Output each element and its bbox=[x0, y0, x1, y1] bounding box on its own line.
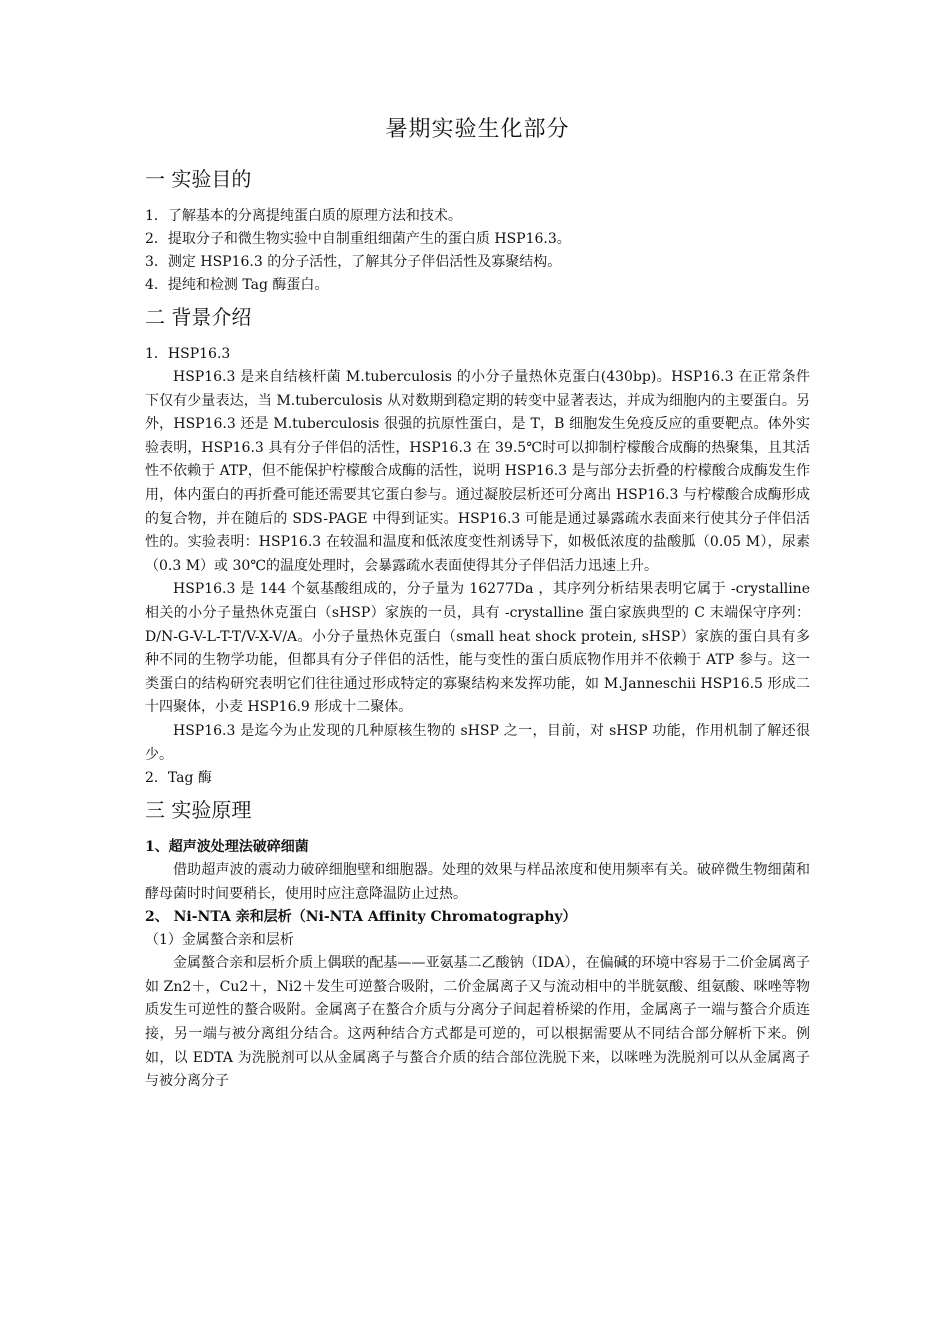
document-page bbox=[145, 112, 810, 1094]
paragraph: HSP16.3 是 144 个氨基酸组成的，分子量为 16277Da ，其序列分析结果表明它属于 -crystalline 相关的小分子量热休克蛋白（sHSP）家族的一员，具有 -crystalline 蛋白家族典型的 C 末端保守序列：D/N-G-V-L-T-T/V-X-V/A。小分子量热休克蛋白（small heat shock protein, sHSP）家族的蛋白具有多种不同的生物学功能，但都具有分子伴侣的活性，能与变性的蛋白质底物作用并不依赖于 ATP 参与。这一类蛋白的结构研究表明它们往往通过形成特定的寡聚结构来发挥功能，如 M.Janneschii HSP16.5 形成二十四聚体，小麦 HSP16.9 形成十二聚体。 bbox=[145, 581, 810, 716]
section-heading-purpose: 一 实验目的 bbox=[145, 167, 252, 191]
purpose-item: 1．了解基本的分离提纯蛋白质的原理方法和技术。 bbox=[145, 208, 462, 224]
purpose-item: 2．提取分子和微生物实验中自制重组细菌产生的蛋白质 HSP16.3。 bbox=[145, 231, 571, 247]
subsection-ultrasonic: 1、超声波处理法破碎细菌 bbox=[145, 839, 309, 856]
document-title: 暑期实验生化部分 bbox=[385, 117, 570, 142]
subsection-hsp163: 1．HSP16.3 bbox=[145, 346, 231, 362]
subsection-ni-nta: 2、 Ni-NTA 亲和层析（Ni-NTA Affinity Chromatography） bbox=[145, 909, 577, 926]
paragraph: 借助超声波的震动力破碎细胞壁和细胞器。处理的效果与样品浓度和使用频率有关。破碎微生物细菌和酵母菌时时间要稍长，使用时应注意降温防止过热。 bbox=[145, 862, 810, 902]
paragraph: HSP16.3 是迄今为止发现的几种原核生物的 sHSP 之一，目前，对 sHSP 功能，作用机制了解还很少。 bbox=[145, 722, 810, 763]
purpose-item: 3．测定 HSP16.3 的分子活性，了解其分子伴侣活性及寡聚结构。 bbox=[145, 254, 562, 270]
paragraph: HSP16.3 是来自结核杆菌 M.tuberculosis 的小分子量热休克蛋白(430bp)。HSP16.3 在正常条件下仅有少量表达，当 M.tuberculosis 从对数期到稳定期的转变中显著表达，并成为细胞内的主要蛋白。另外，HSP16.3 还是 M.tuberculosis 很强的抗原性蛋白，是 T，B 细胞发生免疫反应的重要靶点。体外实验表明，HSP16.3 具有分子伴侣的活性，HSP16.3 在 39.5℃时可以抑制柠檬酸合成酶的热聚集，且其活性不依赖于 ATP，但不能保护柠檬酸合成酶的活性，说明 HSP16.3 是与部分去折叠的柠檬酸合成酶发生作用，体内蛋白的再折叠可能还需要其它蛋白参与。通过凝胶层析还可分离出 HSP16.3 与柠檬酸合成酶形成的复合物，并在随后的 SDS-PAGE 中得到证实。HSP16.3 可能是通过暴露疏水表面来行使其分子伴侣活性的。实验表明：HSP16.3 在较温和温度和低浓度变性剂诱导下，如极低浓度的盐酸胍（0.05 M），尿素（0.3 M）或 30℃的温度处理时，会暴露疏水表面使得其分子伴侣活力迅速上升。 bbox=[145, 369, 810, 574]
section-heading-principle: 三 实验原理 bbox=[145, 798, 252, 823]
paragraph: 金属螯合亲和层析介质上偶联的配基——亚氨基二乙酸钠（IDA），在偏碱的环境中容易于二价金属离子如 Zn2＋，Cu2＋，Ni2＋发生可逆螯合吸附，二价金属离子又与流动相中的半胱氨酸、组氨酸、咪唑等物质发生可逆性的螯合吸附。金属离子在螯合介质与分离分子间起着桥梁的作用，金属离子一端与螯合介质连接，另一端与被分离组分结合。这两种结合方式都是可逆的，可以根据需要从不同结合部分解析下来。例如，以 EDTA 为洗脱剂可以从金属离子与螯合介质的结合部位洗脱下来，以咪唑为洗脱剂可以从金属离子与被分离分子 bbox=[145, 955, 810, 1090]
subsection-metal-chelate: （1）金属螯合亲和层析 bbox=[145, 932, 294, 949]
subsection-tag-enzyme: 2．Tag 酶 bbox=[145, 770, 212, 787]
section-heading-background: 二 背景介绍 bbox=[145, 305, 252, 329]
purpose-item: 4．提纯和检测 Tag 酶蛋白。 bbox=[145, 277, 329, 293]
